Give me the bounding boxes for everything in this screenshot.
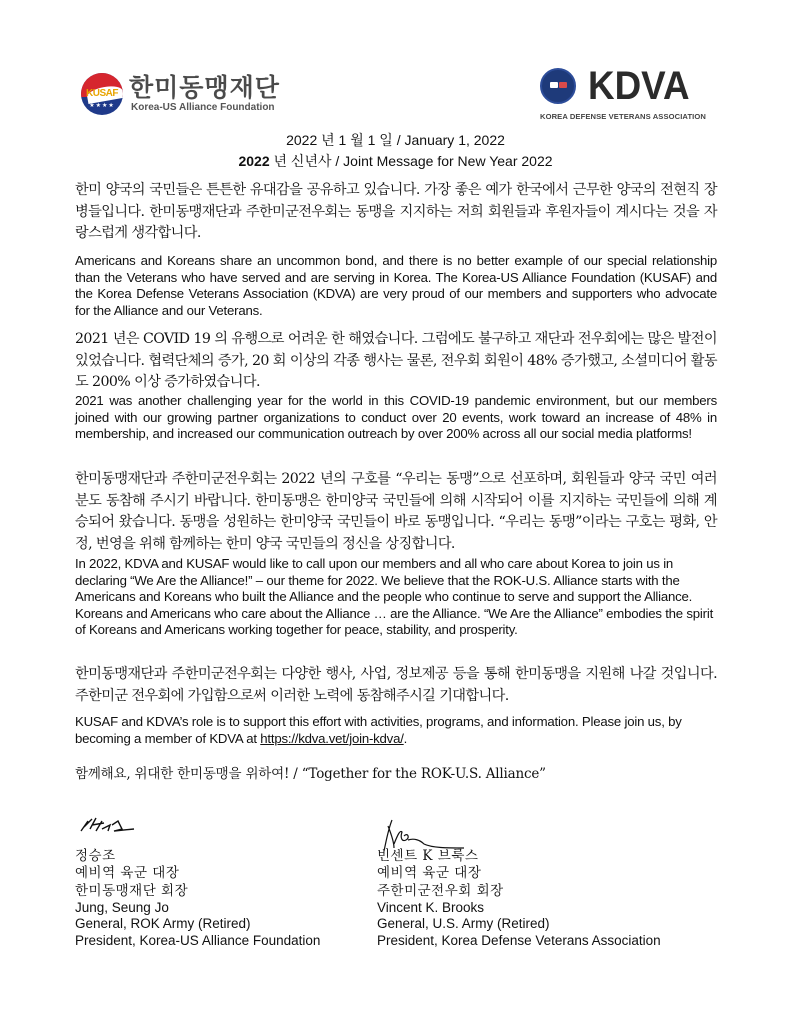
paragraph-2-en: 2021 was another challenging year for the world in this COVID-19 pandemic environment, but our members joined with our growing partner organizations to conduct over 20 events, work toward an increase of 48% in membership, and increased our communication outreach by over 200% across all our social media platforms! [75, 393, 717, 441]
join-kdva-link[interactable]: https://kdva.vet/join-kdva/ [260, 730, 404, 746]
kdva-wordmark: KDVA [588, 64, 690, 108]
signer-title-en: President, Korea Defense Veterans Association [377, 932, 661, 948]
signer-rank-en: General, U.S. Army (Retired) [377, 916, 550, 932]
paragraph-3-en: In 2022, KDVA and KUSAF would like to call upon our members and all who care about Korea to join us in declaring “We Are the Alliance!” – our theme for 2022. We believe that the ROK-U.S. Alliance starts with the Americans and Koreans who built the Alliance and the people who continue to serve and support the Alliance. Koreans and Americans who care about the Alliance … are the Alliance. “We Are the Alliance” embodies the spirit of Koreans and Americans working together for peace, stability, and prosperity. [75, 556, 714, 637]
signature-jung-icon [78, 815, 138, 837]
heading-line: 2022 년 신년사 / Joint Message for New Year 2022 [238, 153, 553, 169]
signer-name-ko: 정승조 [75, 848, 116, 864]
signer-title-ko: 주한미군전우회 회장 [377, 882, 504, 899]
letter-title [0, 130, 791, 172]
signer-name-en: Jung, Seung Jo [75, 899, 169, 915]
paragraph-4-ko: 한미동맹재단과 주한미군전우회는 다양한 행사, 사업, 정보제공 등을 통해 한미동맹을 지원해 나갈 것입니다. 주한미군 전우회에 가입함으로써 이러한 노력에 동참해주시길 기대합니다. [75, 666, 717, 704]
signer-title-en: President, Korea-US Alliance Foundation [75, 932, 321, 948]
signer-name-en: Vincent K. Brooks [377, 899, 485, 915]
paragraph-3-ko: 한미동맹재단과 주한미군전우회는 2022 년의 구호를 “우리는 동맹”으로 선포하며, 회원들과 양국 국민 여러분도 동참해 주시기 바랍니다. 한미동맹은 한미양국 국민들에 의해 시작되어 이를 지지하는 국민들에 의해 계승되어 왔습니다. 동맹을 성원하는 한미양국 국민들이 바로 동맹입니다. “우리는 동맹”이라는 구호는 평화, 안정, 번영을 위해 함께하는 한미 양국 국민들의 정신을 상징합니다. [75, 471, 717, 552]
signer-title-ko: 한미동맹재단 회장 [75, 882, 189, 899]
signature-block-right [377, 848, 661, 949]
signer-rank-en: General, ROK Army (Retired) [75, 916, 251, 932]
kdva-emblem-icon [540, 68, 576, 104]
kdva-logo [540, 66, 710, 121]
closing-line: 함께해요, 위대한 한미동맹을 위하여! / “Together for the ROK-U.S. Alliance” [75, 766, 546, 782]
kdva-subtitle: KOREA DEFENSE VETERANS ASSOCIATION [540, 112, 706, 121]
kusaf-emblem-icon: KUSAF ★★★★ [81, 73, 123, 115]
signer-rank-ko: 예비역 육군 대장 [377, 865, 482, 882]
signature-block-left [75, 848, 320, 949]
signer-name-ko: 빈센트 K 브룩스 [377, 848, 479, 864]
kusaf-name-ko: 한미동맹재단 [129, 73, 280, 102]
kusaf-logo [81, 73, 280, 115]
paragraph-4-en: KUSAF and KDVA’s role is to support this effort with activities, programs, and information. Please join us, by becoming a member of KDVA at https://kdva.vet/join-kdva/. [75, 714, 682, 746]
kusaf-name-en: Korea-US Alliance Foundation [131, 102, 275, 113]
paragraph-1-ko: 한미 양국의 국민들은 튼튼한 유대감을 공유하고 있습니다. 가장 좋은 예가 한국에서 근무한 양국의 전현직 장병들입니다. 한미동맹재단과 주한미군전우회는 동맹을 지지하는 저희 회원들과 후원자들이 계시다는 것을 자랑스럽게 생각합니다. [75, 182, 717, 241]
date-line: 2022 년 1 월 1 일 / January 1, 2022 [286, 132, 505, 148]
paragraph-2-ko: 2021 년은 COVID 19 의 유행으로 어려운 한 해였습니다. 그럼에도 불구하고 재단과 전우회에는 많은 발전이 있었습니다. 협력단체의 증가, 20 회 이상의 각종 행사는 물론, 전우회 회원이 48% 증가했고, 소셜미디어 활동도 200% 이상 증가하였습니다. [75, 331, 717, 390]
paragraph-1-en: Americans and Koreans share an uncommon bond, and there is no better example of our special relationship than the Veterans who have served and are serving in Korea. The Korea-US Alliance Foundation (KUSAF) and the Korea Defense Veterans Association (KDVA) are very proud of our members and supporters who advocate for the Alliance and our Veterans. [75, 253, 717, 318]
signer-rank-ko: 예비역 육군 대장 [75, 865, 180, 882]
